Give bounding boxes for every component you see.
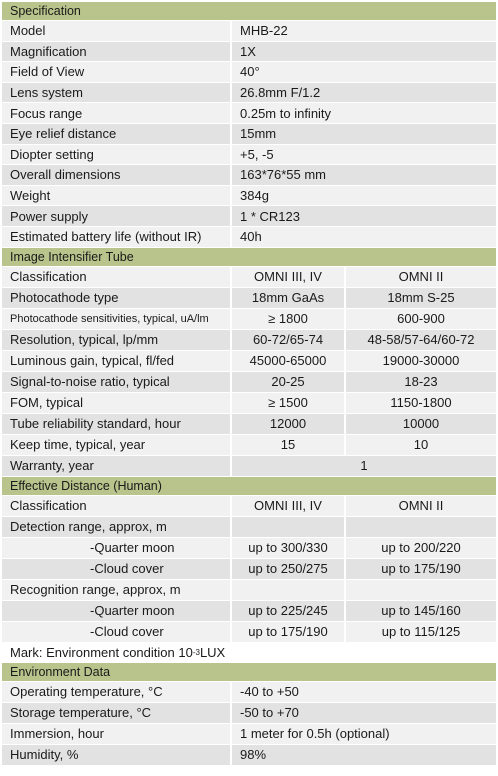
spec-value: 163*76*55 mm	[230, 165, 496, 185]
spec-row-power-supply	[2, 206, 496, 227]
spec-value: 40°	[230, 62, 496, 82]
section-title: Effective Distance (Human)	[10, 478, 162, 493]
spec-row-weight	[2, 186, 496, 207]
distance-value-omni-ii: up to 145/160	[344, 601, 496, 621]
tube-value-omni-ii: 10000	[344, 414, 496, 434]
note-text: Mark: Environment condition 10	[10, 644, 193, 660]
tube-value-omni-ii: 18-23	[344, 372, 496, 392]
note-unit: LUX	[199, 644, 226, 660]
spec-row-eye-relief	[2, 124, 496, 145]
tube-value-omni-iii-iv: OMNI III, IV	[230, 267, 344, 287]
distance-value-omni-iii-iv	[230, 580, 344, 600]
tube-label: Luminous gain, typical, fl/fed	[10, 353, 175, 369]
distance-value-omni-ii	[344, 517, 496, 537]
env-value: 98%	[230, 745, 496, 765]
distance-value-omni-ii: up to 115/125	[344, 622, 496, 642]
env-value: -50 to +70	[230, 703, 496, 723]
tube-value-omni-iii-iv: 60-72/65-74	[230, 330, 344, 350]
distance-row-recognition-quarter-moon	[2, 601, 496, 622]
distance-label: Detection range, approx, m	[10, 519, 167, 535]
section-title: Environment Data	[10, 664, 111, 679]
tube-value-omni-iii-iv: ≥ 1800	[230, 309, 344, 329]
spec-label: Model	[10, 23, 46, 39]
section-title: Image Intensifier Tube	[10, 249, 134, 264]
tube-row-sensitivity	[2, 309, 496, 330]
note-exponent: -3	[192, 647, 200, 657]
spec-row-model	[2, 21, 496, 42]
tube-row-keep-time	[2, 435, 496, 456]
spec-value: 1X	[230, 42, 496, 62]
tube-label: Photocathode sensitivities, typical, uA/lm	[10, 312, 209, 325]
distance-row-recognition-cloud-cover	[2, 622, 496, 643]
environment-condition-note	[2, 643, 496, 663]
tube-value-omni-ii: 18mm S-25	[344, 288, 496, 308]
spec-row-diopter	[2, 145, 496, 166]
spec-label: Diopter setting	[10, 146, 94, 162]
tube-row-reliability	[2, 414, 496, 435]
tube-label: Keep time, typical, year	[10, 437, 146, 453]
spec-label: Lens system	[10, 85, 83, 101]
spec-row-battery-life	[2, 227, 496, 248]
distance-value-omni-iii-iv: up to 175/190	[230, 622, 344, 642]
distance-value-omni-iii-iv	[230, 517, 344, 537]
section-header-effective-distance	[2, 477, 496, 496]
tube-row-signal-to-noise	[2, 372, 496, 393]
spec-label: Estimated battery life (without IR)	[10, 229, 202, 245]
distance-label: -Quarter moon	[90, 603, 175, 619]
tube-value-omni-iii-iv: 45000-65000	[230, 351, 344, 371]
distance-value-omni-iii-iv: up to 300/330	[230, 538, 344, 558]
spec-value: 1 * CR123	[230, 206, 496, 226]
spec-label: Focus range	[10, 105, 83, 121]
tube-value-omni-iii-iv: 18mm GaAs	[230, 288, 344, 308]
distance-value-omni-ii: up to 200/220	[344, 538, 496, 558]
spec-row-field-of-view	[2, 62, 496, 83]
spec-row-lens-system	[2, 83, 496, 104]
env-label: Immersion, hour	[10, 726, 104, 742]
env-label: Storage temperature, °C	[10, 705, 152, 721]
spec-row-dimensions	[2, 165, 496, 186]
distance-row-detection	[2, 517, 496, 538]
env-value: 1 meter for 0.5h (optional)	[230, 724, 496, 744]
env-label: Humidity, %	[10, 747, 79, 763]
spec-value: 384g	[230, 186, 496, 206]
distance-label: -Quarter moon	[90, 540, 175, 556]
tube-row-classification	[2, 267, 496, 288]
env-row-storage-temperature	[2, 703, 496, 724]
spec-value: 40h	[230, 227, 496, 247]
spec-label: Weight	[10, 188, 51, 204]
distance-value-omni-iii-iv: OMNI III, IV	[230, 496, 344, 516]
spec-label: Eye relief distance	[10, 126, 117, 142]
spec-value: +5, -5	[230, 145, 496, 165]
spec-row-focus-range	[2, 103, 496, 124]
env-row-operating-temperature	[2, 682, 496, 703]
section-header-image-tube	[2, 248, 496, 267]
tube-label: Signal-to-noise ratio, typical	[10, 374, 170, 390]
spec-row-magnification	[2, 42, 496, 63]
warranty-label: Warranty, year	[10, 458, 94, 474]
tube-value-omni-iii-iv: 12000	[230, 414, 344, 434]
tube-value-omni-ii: 600-900	[344, 309, 496, 329]
distance-label: Recognition range, approx, m	[10, 582, 181, 598]
distance-value-omni-ii: up to 175/190	[344, 559, 496, 579]
env-label: Operating temperature, °C	[10, 684, 163, 700]
distance-row-recognition	[2, 580, 496, 601]
tube-row-luminous-gain	[2, 351, 496, 372]
tube-label: Resolution, typical, lp/mm	[10, 332, 159, 348]
tube-value-omni-ii: 19000-30000	[344, 351, 496, 371]
section-title: Specification	[10, 4, 81, 18]
section-header-environment	[2, 663, 496, 682]
tube-value-omni-iii-iv: ≥ 1500	[230, 393, 344, 413]
spec-label: Field of View	[10, 64, 85, 80]
env-row-humidity	[2, 745, 496, 766]
spec-value: 26.8mm F/1.2	[230, 83, 496, 103]
spec-label: Magnification	[10, 43, 87, 59]
tube-row-fom	[2, 393, 496, 414]
tube-row-warranty	[2, 456, 496, 477]
tube-value-omni-ii: OMNI II	[344, 267, 496, 287]
distance-row-classification	[2, 496, 496, 517]
distance-label: Classification	[10, 498, 87, 514]
distance-row-detection-quarter-moon	[2, 538, 496, 559]
distance-value-omni-ii	[344, 580, 496, 600]
tube-label: FOM, typical	[10, 395, 83, 411]
spec-value: 0.25m to infinity	[230, 103, 496, 123]
tube-value-omni-ii: 48-58/57-64/60-72	[344, 330, 496, 350]
tube-row-resolution	[2, 330, 496, 351]
spec-label: Overall dimensions	[10, 167, 121, 183]
tube-value-omni-iii-iv: 15	[230, 435, 344, 455]
tube-value-omni-iii-iv: 20-25	[230, 372, 344, 392]
warranty-value: 1	[230, 456, 496, 476]
tube-label: Tube reliability standard, hour	[10, 416, 181, 432]
distance-row-detection-cloud-cover	[2, 559, 496, 580]
env-value: -40 to +50	[230, 682, 496, 702]
spec-label: Power supply	[10, 208, 89, 224]
tube-row-photocathode-type	[2, 288, 496, 309]
distance-value-omni-ii: OMNI II	[344, 496, 496, 516]
tube-label: Photocathode type	[10, 290, 119, 306]
distance-label: -Cloud cover	[90, 561, 164, 577]
section-header-specification	[2, 2, 496, 21]
distance-value-omni-iii-iv: up to 225/245	[230, 601, 344, 621]
distance-label: -Cloud cover	[90, 624, 164, 640]
tube-label: Classification	[10, 269, 87, 285]
env-row-immersion	[2, 724, 496, 745]
spec-value: 15mm	[230, 124, 496, 144]
specification-table	[2, 2, 496, 766]
tube-value-omni-ii: 1150-1800	[344, 393, 496, 413]
spec-value: MHB-22	[230, 21, 496, 41]
tube-value-omni-ii: 10	[344, 435, 496, 455]
distance-value-omni-iii-iv: up to 250/275	[230, 559, 344, 579]
